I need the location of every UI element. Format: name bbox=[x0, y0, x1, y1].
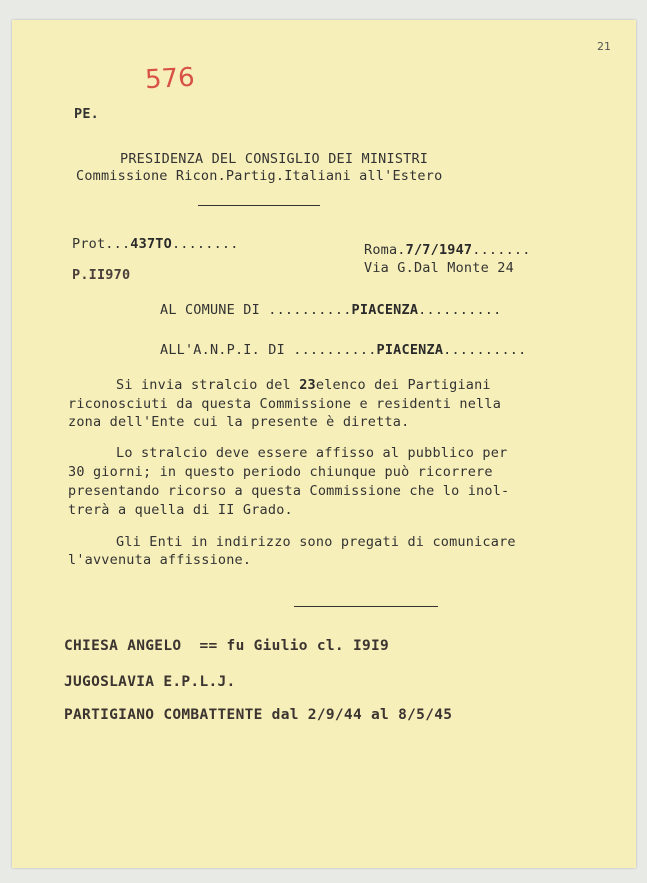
entry-status-line: PARTIGIANO COMBATTENTE dal 2/9/44 al 8/5/45 bbox=[64, 707, 453, 723]
corner-handwritten-number: 21 bbox=[597, 40, 611, 53]
city-label: Roma. bbox=[364, 242, 406, 258]
body-p3-line2: l'avvenuta affissione. bbox=[68, 552, 252, 568]
address-line: Via G.Dal Monte 24 bbox=[364, 260, 514, 276]
body-p2-line1: Lo stralcio deve essere affisso al pubblico per bbox=[116, 445, 508, 461]
recipient-1: AL COMUNE DI ..........PIACENZA.......... bbox=[160, 302, 502, 318]
entry-country-line: JUGOSLAVIA E.P.L.J. bbox=[64, 674, 236, 690]
prot-number: 437TO bbox=[130, 236, 172, 252]
body-p1-line2: riconosciuti da questa Commissione e residenti nella bbox=[68, 396, 502, 412]
protocol-line: Prot...437TO........ bbox=[72, 236, 239, 252]
body-p1-line3: zona dell'Ente cui la presente è diretta. bbox=[68, 414, 410, 430]
recipient-2-city: PIACENZA bbox=[376, 342, 444, 358]
recipient-1-label: AL COMUNE DI bbox=[160, 302, 260, 318]
body-p2-line2: 30 giorni; in questo periodo chiunque può ricorrere bbox=[68, 464, 493, 480]
letter-date: 7/7/1947 bbox=[405, 242, 473, 258]
body-divider bbox=[294, 606, 438, 607]
document-page bbox=[12, 20, 636, 868]
header-divider bbox=[198, 205, 320, 206]
header-code: PE. bbox=[74, 106, 99, 122]
body-p2-line3: presentando ricorso a questa Commissione che lo inol- bbox=[68, 483, 510, 499]
entry-name-line: CHIESA ANGELO == fu Giulio cl. I9I9 bbox=[64, 638, 390, 654]
header-line-1: PRESIDENZA DEL CONSIGLIO DEI MINISTRI bbox=[120, 151, 429, 167]
red-handwritten-number: 576 bbox=[144, 62, 196, 96]
body-p1-line1 bbox=[116, 377, 491, 393]
protocol-ref: P.II970 bbox=[72, 267, 131, 283]
recipient-2: ALL'A.N.P.I. DI ..........PIACENZA.......... bbox=[160, 342, 527, 358]
list-number: 23 bbox=[299, 377, 316, 393]
header-line-2: Commissione Ricon.Partig.Italiani all'Estero bbox=[76, 168, 443, 184]
prot-label: Prot. bbox=[72, 236, 114, 252]
date-line: Roma.7/7/1947....... bbox=[364, 242, 531, 258]
p1-text-a: Si invia stralcio del bbox=[116, 377, 291, 393]
p1-text-b: elenco dei Partigiani bbox=[315, 377, 491, 393]
body-p2-line4: trerà a quella di II Grado. bbox=[68, 502, 293, 518]
body-p3-line1: Gli Enti in indirizzo sono pregati di comunicare bbox=[116, 534, 516, 550]
recipient-2-label: ALL'A.N.P.I. DI bbox=[160, 342, 285, 358]
recipient-1-city: PIACENZA bbox=[351, 302, 419, 318]
